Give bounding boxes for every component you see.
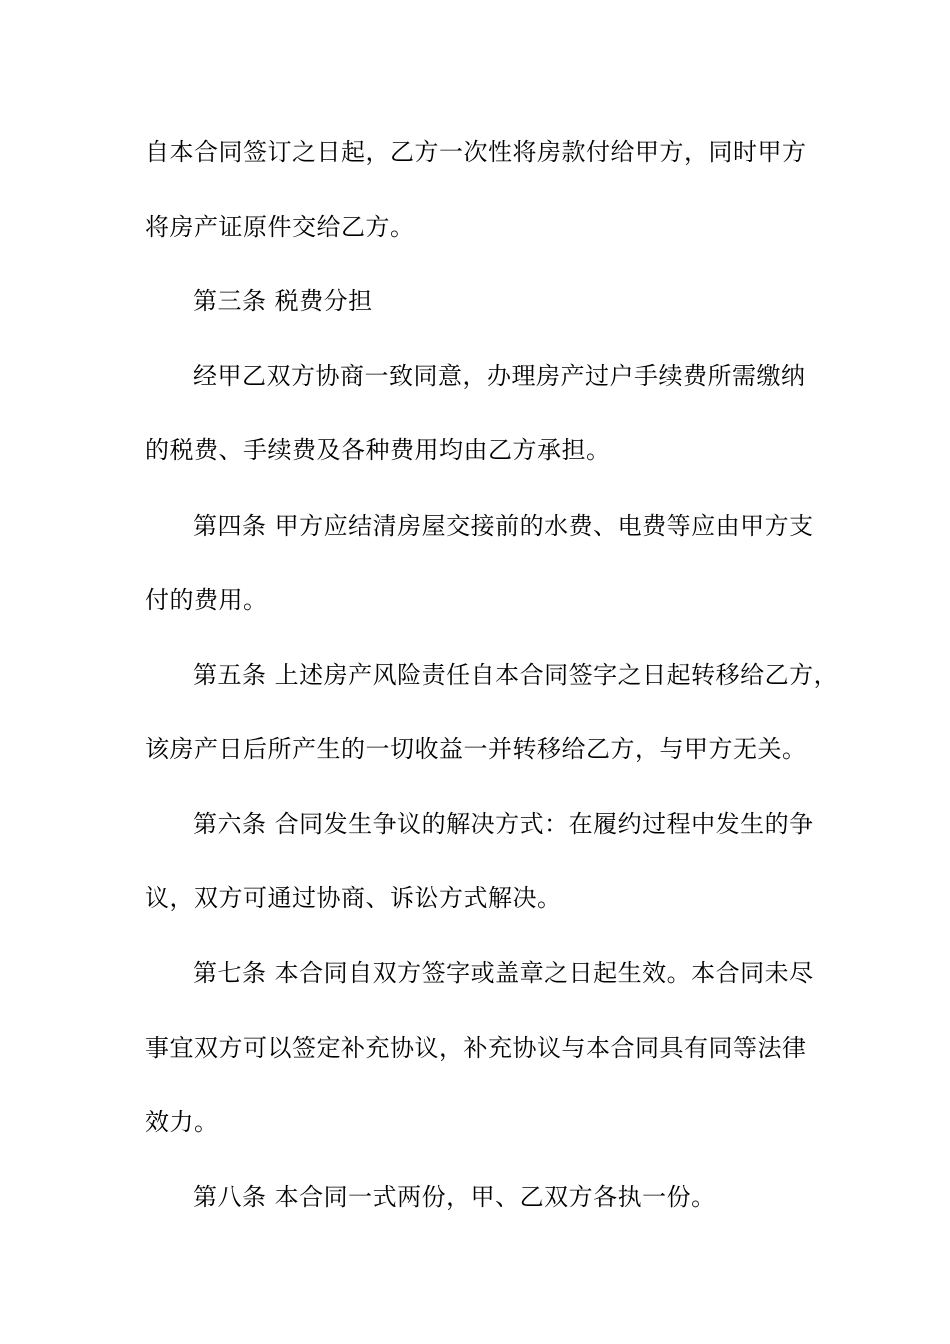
text-line-1: 自本合同签订之日起，乙方一次性将房款付给甲方，同时甲方 — [145, 138, 807, 166]
section-heading-article-3: 第三条 税费分担 — [193, 287, 373, 315]
article-6-line-2: 议，双方可通过协商、诉讼方式解决。 — [145, 884, 562, 912]
article-4-line-1: 第四条 甲方应结清房屋交接前的水费、电费等应由甲方支 — [193, 512, 814, 540]
article-7-line-2: 事宜双方可以签定补充协议，补充协议与本合同具有同等法律 — [145, 1034, 807, 1062]
article-5-line-2: 该房产日后所产生的一切收益一并转移给乙方，与甲方无关。 — [145, 735, 807, 763]
text-line-4: 经甲乙双方协商一致同意，办理房产过户手续费所需缴纳 — [193, 362, 806, 390]
article-5-line-1: 第五条 上述房产风险责任自本合同签字之日起转移给乙方， — [193, 661, 839, 689]
article-7-line-3: 效力。 — [145, 1108, 219, 1136]
article-7-line-1: 第七条 本合同自双方签字或盖章之日起生效。本合同未尽 — [193, 959, 814, 987]
article-4-line-2: 付的费用。 — [145, 586, 268, 614]
article-6-line-1: 第六条 合同发生争议的解决方式：在履约过程中发生的争 — [193, 810, 814, 838]
text-line-5: 的税费、手续费及各种费用均由乙方承担。 — [145, 436, 611, 464]
text-line-2: 将房产证原件交给乙方。 — [145, 213, 415, 241]
article-8-line-1: 第八条 本合同一式两份，甲、乙双方各执一份。 — [193, 1183, 716, 1211]
